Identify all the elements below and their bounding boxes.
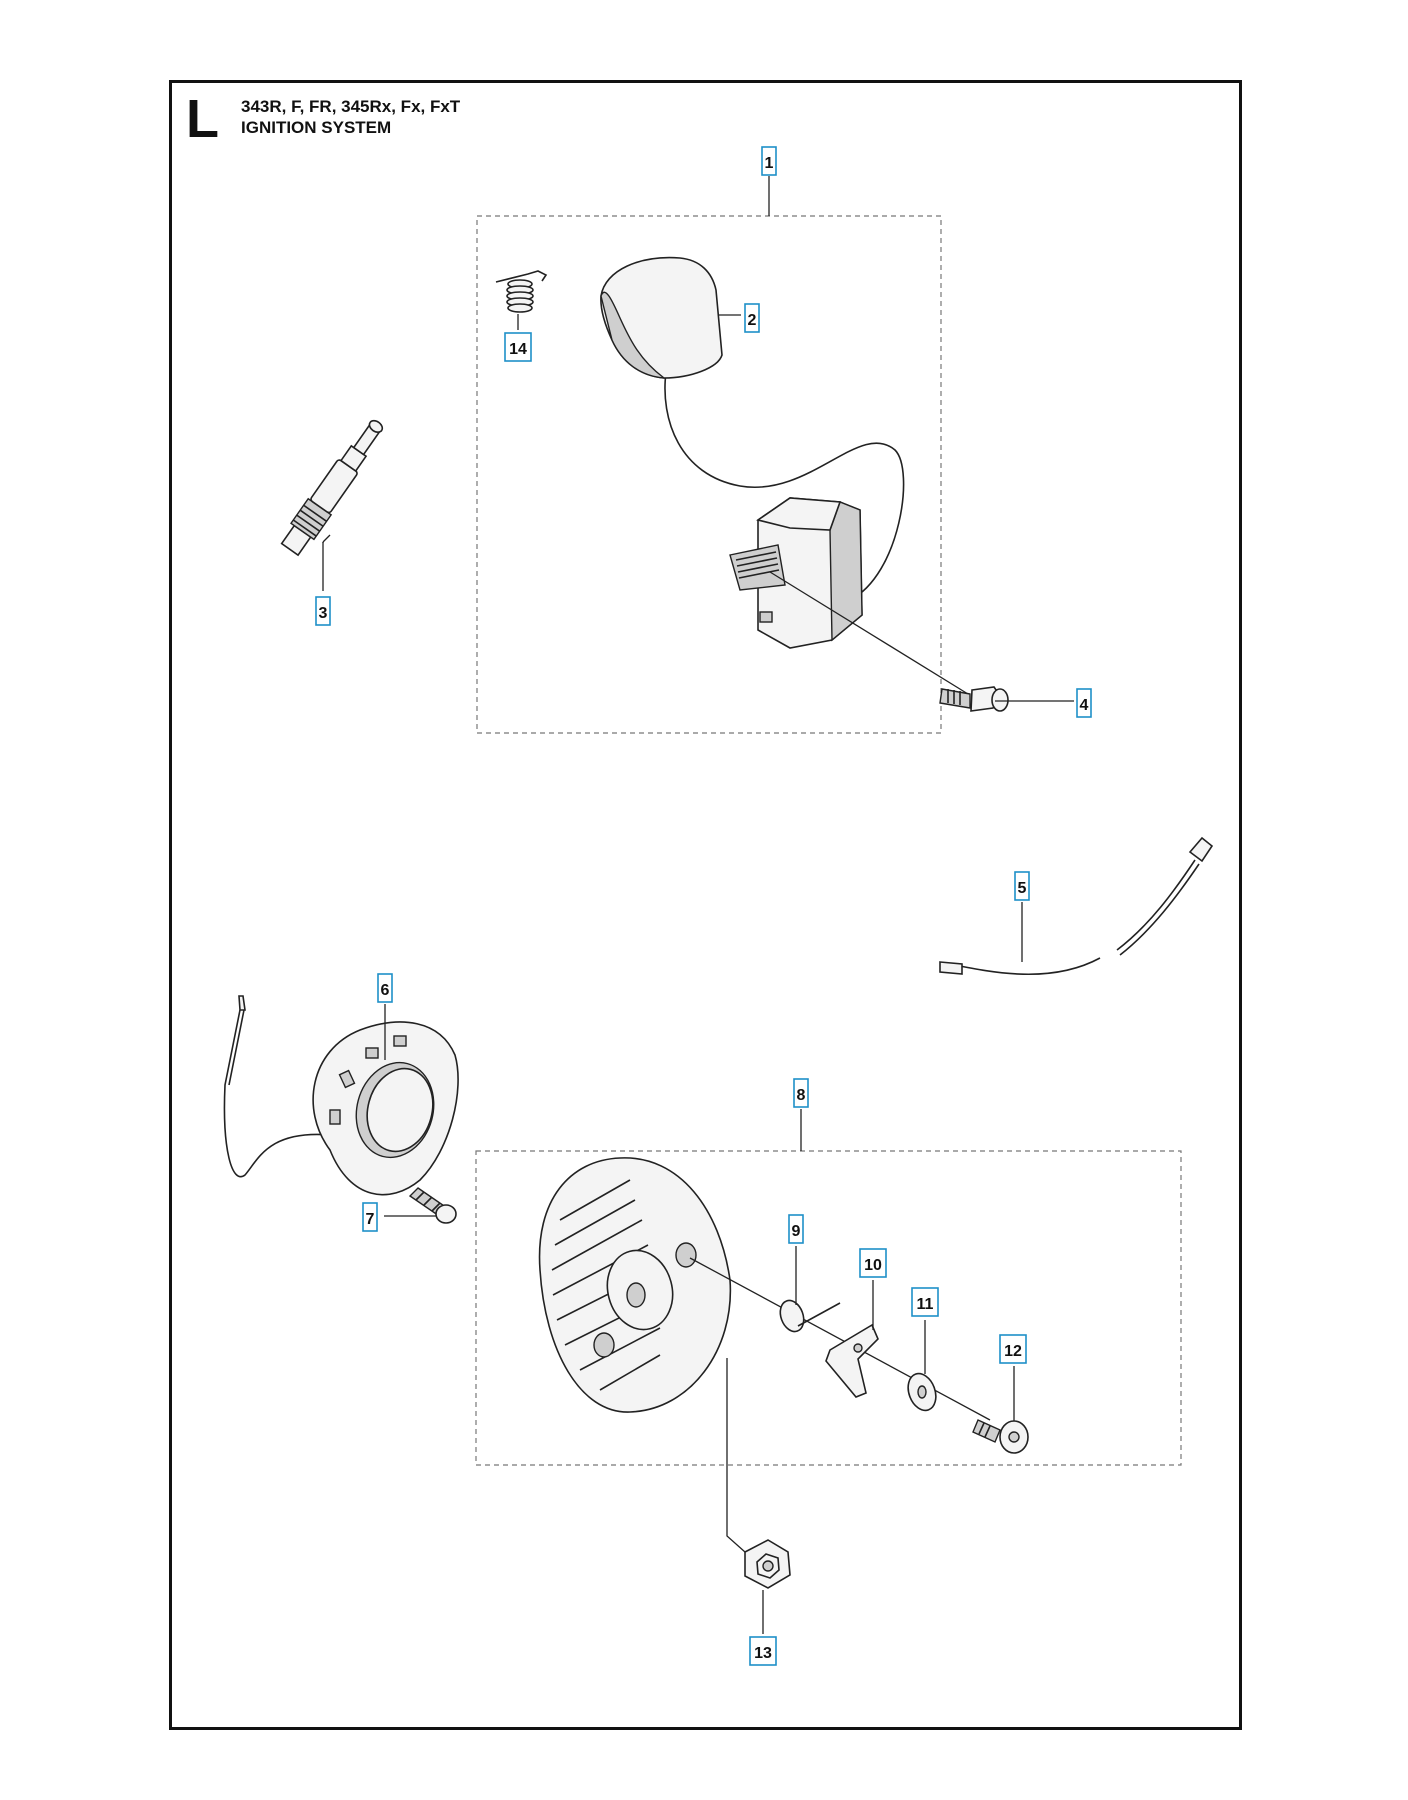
- callout-14: [505, 333, 531, 361]
- callout-1: [762, 147, 776, 175]
- stator-screw-drawing: [410, 1188, 456, 1223]
- callout-5-label: 5: [1017, 880, 1027, 897]
- ignition-module-drawing: [730, 498, 862, 648]
- callout-9: [789, 1215, 803, 1243]
- callout-10-label: 10: [864, 1257, 882, 1274]
- system-title: IGNITION SYSTEM: [241, 118, 392, 137]
- callout-4-label: 4: [1079, 697, 1089, 714]
- callout-12: [1000, 1335, 1026, 1363]
- stator-ring-drawing: [224, 996, 458, 1195]
- callout-8-label: 8: [796, 1087, 806, 1104]
- flywheel-drawing: [540, 1158, 731, 1412]
- ignition-lead-drawing: [940, 838, 1212, 974]
- flywheel-nut-drawing: [745, 1540, 790, 1588]
- callout-2: [745, 304, 759, 332]
- callout-14-label: 14: [509, 341, 527, 358]
- callout-3: [316, 597, 330, 625]
- section-letter: L: [186, 89, 219, 149]
- callout-9-label: 9: [791, 1223, 801, 1240]
- callout-10: [860, 1249, 886, 1277]
- callout-2-label: 2: [747, 312, 757, 329]
- callout-13-label: 13: [754, 1645, 772, 1662]
- callout-4: [1077, 689, 1091, 717]
- callout-1-label: 1: [764, 155, 774, 172]
- spark-plug-drawing: [278, 414, 390, 557]
- callout-7-label: 7: [365, 1211, 375, 1228]
- callout-11: [912, 1288, 938, 1316]
- callout-5: [1015, 872, 1029, 900]
- callout-13: [750, 1637, 776, 1665]
- callout-3-label: 3: [318, 605, 328, 622]
- callout-6-label: 6: [380, 982, 390, 999]
- callout-11-label: 11: [916, 1296, 934, 1313]
- ring-drawing: [776, 1297, 840, 1335]
- callout-12-label: 12: [1004, 1343, 1022, 1360]
- callout-8: [794, 1079, 808, 1107]
- leader-lines: [323, 176, 1074, 1634]
- callout-6: [378, 974, 392, 1002]
- callout-7: [363, 1203, 377, 1231]
- model-list: 343R, F, FR, 345Rx, Fx, FxT: [241, 97, 461, 116]
- pawl-screw-drawing: [973, 1420, 1028, 1453]
- spring-drawing: [496, 271, 546, 312]
